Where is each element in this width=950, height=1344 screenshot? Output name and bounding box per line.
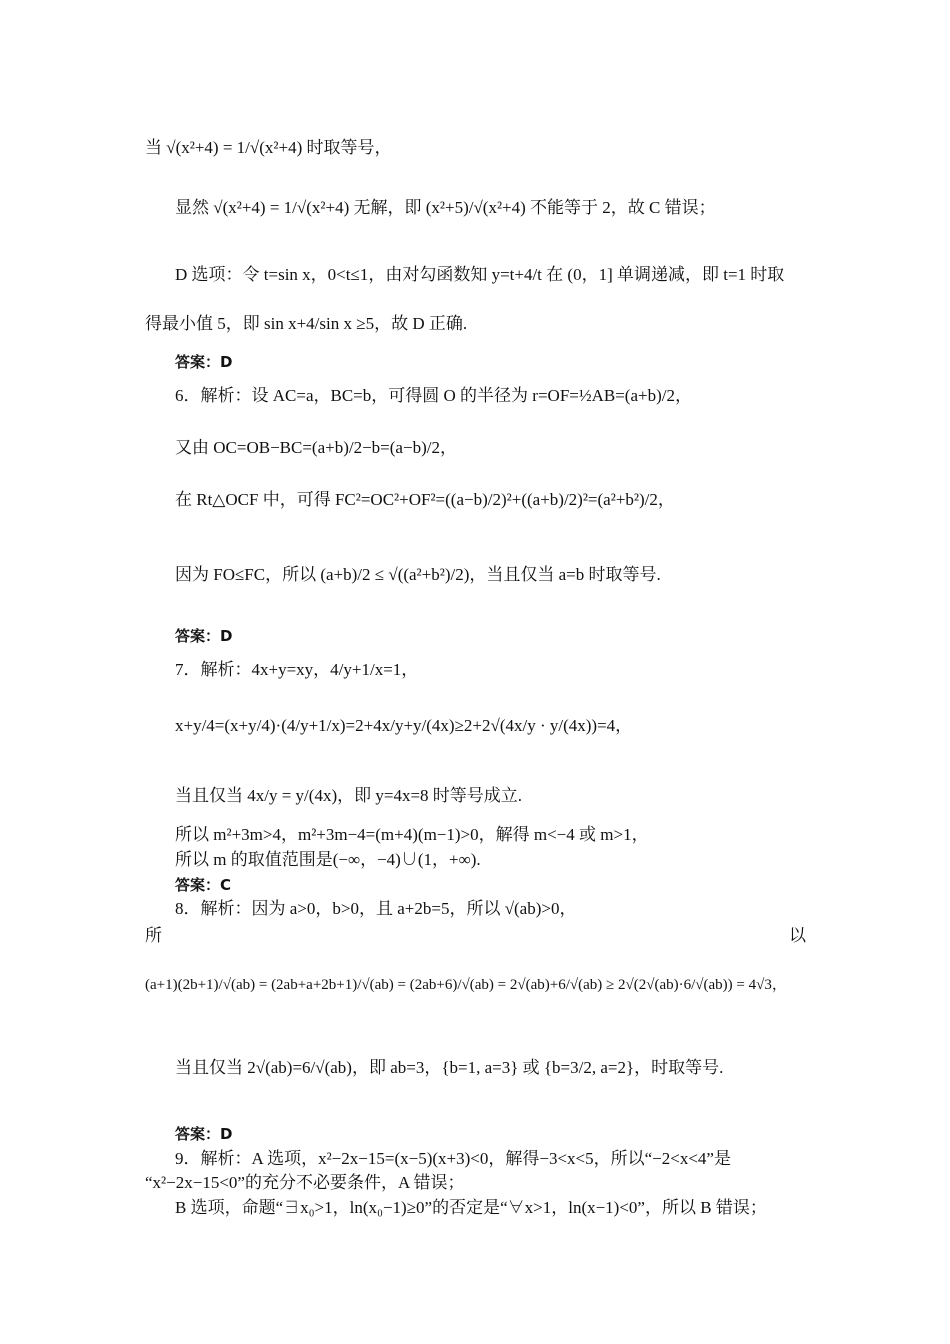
- text-line: 当且仅当 2√(ab)=6/√(ab)，即 ab=3，{b=1, a=3} 或 {b=3/2, a=2}，时取等号.: [175, 1058, 724, 1077]
- text-line: 所 以: [145, 926, 806, 945]
- text-line: 又由 OC=OB−BC=(a+b)/2−b=(a−b)/2，: [175, 438, 457, 457]
- text-line: 当且仅当 4x/y = y/(4x)，即 y=4x=8 时等号成立.: [175, 786, 523, 805]
- text-line: “x²−2x−15<0”的充分不必要条件，A 错误；: [145, 1173, 465, 1192]
- text-line: 所以 m 的取值范围是(−∞，−4)∪(1，+∞).: [175, 850, 481, 869]
- text-line: 8．解析：因为 a>0，b>0，且 a+2b=5，所以 √(ab)>0，: [175, 899, 577, 918]
- answer-line: 答案：C: [175, 876, 232, 894]
- text-line: 6．解析：设 AC=a，BC=b，可得圆 O 的半径为 r=OF=½AB=(a+b)/2，: [175, 386, 692, 405]
- text-line: 当 √(x²+4) = 1/√(x²+4) 时取等号，: [145, 138, 392, 157]
- text-line: D 选项：令 t=sin x，0<t≤1，由对勾函数知 y=t+4/t 在 (0，1] 单调递减，即 t=1 时取: [175, 265, 785, 284]
- text-line: 得最小值 5，即 sin x+4/sin x ≥5，故 D 正确.: [145, 314, 468, 333]
- text-line: (a+1)(2b+1)/√(ab) = (2ab+a+2b+1)/√(ab) = (2ab+6)/√(ab) = 2√(ab)+6/√(ab) ≥ 2√(2√(ab)·6/√(ab)) = 4√3，: [145, 977, 787, 993]
- answer-line: 答案：D: [175, 353, 233, 371]
- answer-line: 答案：D: [175, 627, 233, 645]
- text-line: 9．解析：A 选项，x²−2x−15=(x−5)(x+3)<0，解得−3<x<5，所以“−2<x<4”是: [175, 1149, 731, 1168]
- text-line: 因为 FO≤FC，所以 (a+b)/2 ≤ √((a²+b²)/2)，当且仅当 a=b 时取等号.: [175, 565, 661, 584]
- text-line: 所以 m²+3m>4，m²+3m−4=(m+4)(m−1)>0，解得 m<−4 或 m>1，: [175, 825, 649, 844]
- text-line: 在 Rt△OCF 中，可得 FC²=OC²+OF²=((a−b)/2)²+((a+b)/2)²=(a²+b²)/2，: [175, 490, 675, 509]
- text-line: 显然 √(x²+4) = 1/√(x²+4) 无解，即 (x²+5)/√(x²+4) 不能等于 2，故 C 错误；: [175, 198, 716, 217]
- text-line: 7．解析：4x+y=xy，4/y+1/x=1，: [175, 660, 419, 679]
- text-line: x+y/4=(x+y/4)·(4/y+1/x)=2+4x/y+y/(4x)≥2+2√(4x/y · y/(4x))=4，: [175, 716, 633, 735]
- text-line: B 选项，命题“∃x₀>1，ln(x₀−1)≥0”的否定是“∀x>1，ln(x−1)<0”，所以 B 错误；: [175, 1198, 767, 1217]
- answer-line: 答案：D: [175, 1125, 233, 1143]
